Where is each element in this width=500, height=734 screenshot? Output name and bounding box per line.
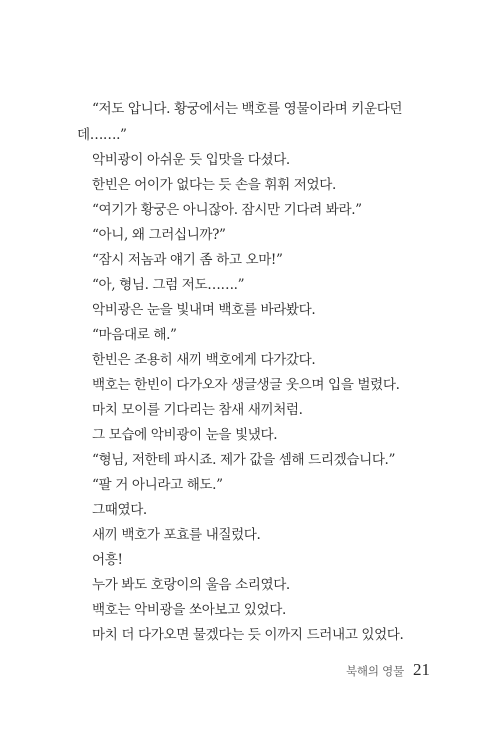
text-line: 그때였다.: [92, 502, 147, 518]
text-line: 마치 모이를 기다리는 참새 새끼처럼.: [92, 402, 303, 418]
text-line: 악비광은 눈을 빛내며 백호를 바라봤다.: [92, 302, 316, 318]
text-line: 백호는 한빈이 다가오자 생글생글 웃으며 입을 벌렸다.: [92, 377, 400, 393]
running-title: 북해의 영물: [346, 664, 404, 678]
text-line: “마음대로 해.”: [92, 327, 177, 343]
text-line: 한빈은 어이가 없다는 듯 손을 휘휘 저었다.: [92, 177, 336, 193]
text-line: “아니, 왜 그러십니까?”: [92, 227, 226, 243]
text-line: “잠시 저놈과 얘기 좀 하고 오마!”: [92, 252, 283, 268]
text-line: 어흥!: [92, 552, 123, 568]
text-line: 데…….”: [77, 127, 127, 143]
text-line: 그 모습에 악비광이 눈을 빛냈다.: [92, 427, 278, 443]
text-line: “아, 형님. 그럼 저도…….”: [92, 277, 245, 293]
text-line: “팔 거 아니라고 해도.”: [92, 477, 223, 493]
page-number: 21: [413, 660, 430, 679]
text-line: 누가 봐도 호랑이의 울음 소리였다.: [92, 577, 290, 593]
text-line: 새끼 백호가 포효를 내질렀다.: [92, 527, 261, 543]
text-line: “저도 압니다. 황궁에서는 백호를 영물이라며 키운다던: [92, 101, 403, 117]
text-line: 마치 더 다가오면 물겠다는 듯 이까지 드러내고 있었다.: [92, 627, 404, 643]
text-line: 악비광이 아쉬운 듯 입맛을 다셨다.: [92, 152, 290, 168]
text-line: 백호는 악비광을 쏘아보고 있었다.: [92, 602, 286, 618]
text-line: 한빈은 조용히 새끼 백호에게 다가갔다.: [92, 352, 316, 368]
page-footer: [346, 660, 430, 680]
text-line: “여기가 황궁은 아니잖아. 잠시만 기다려 봐라.”: [92, 202, 362, 218]
text-line: “형님, 저한테 파시죠. 제가 값을 셈해 드리겠습니다.”: [92, 452, 396, 468]
